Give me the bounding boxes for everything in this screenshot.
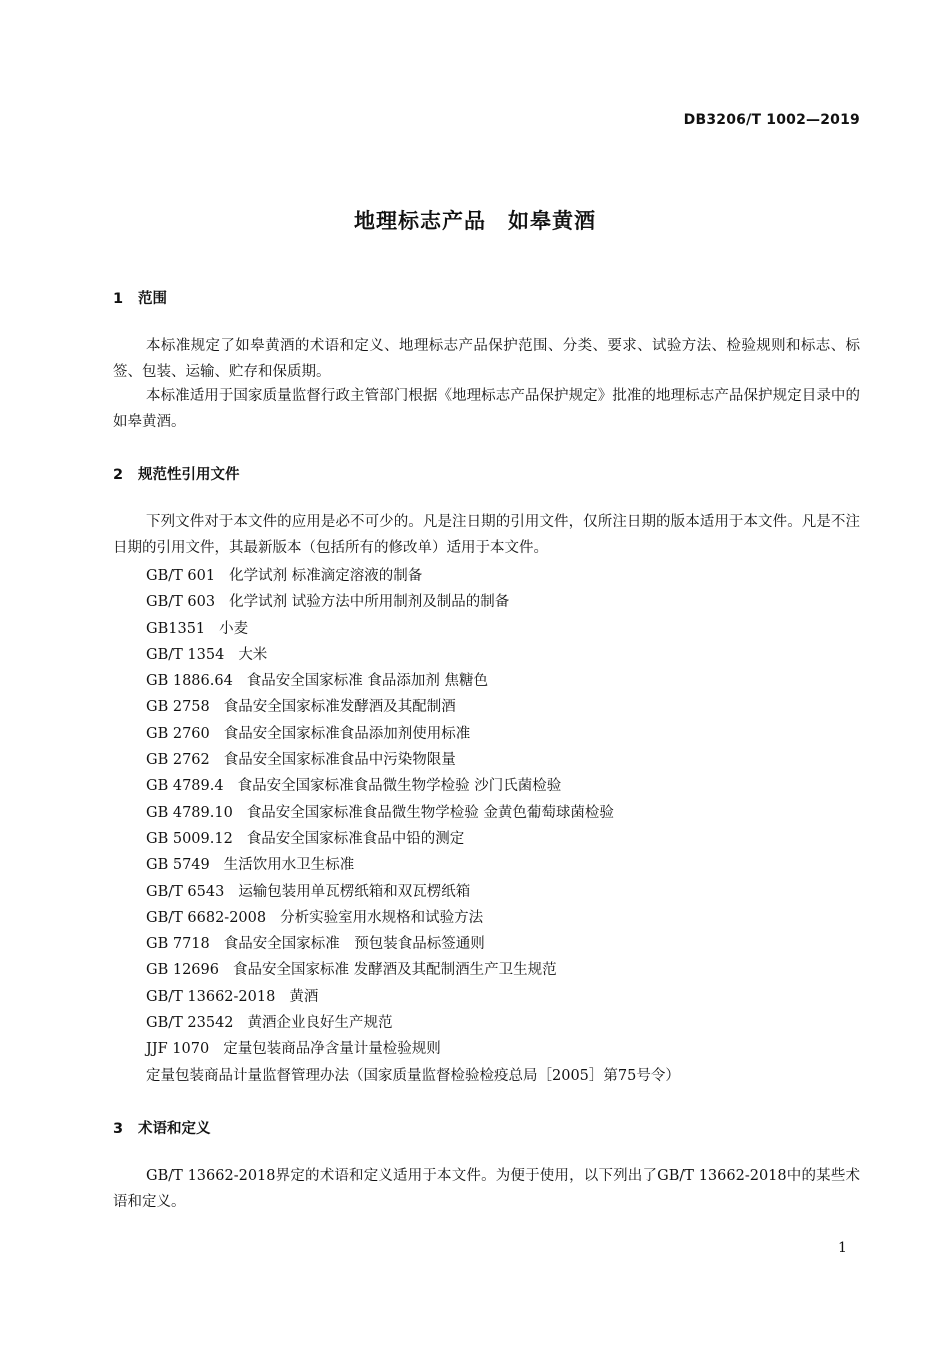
- reference-code: GB 2758: [146, 699, 210, 716]
- reference-title: 小麦: [219, 620, 249, 637]
- reference-code: GB 4789.10: [146, 804, 233, 821]
- reference-title: 分析实验室用水规格和试验方法: [280, 909, 484, 926]
- section-title: 范围: [138, 291, 167, 307]
- reference-code: GB 12696: [146, 962, 219, 979]
- reference-title: 黄酒: [289, 988, 319, 1005]
- reference-item: [146, 694, 860, 720]
- reference-title: 食品安全国家标准 预包装食品标签通则: [223, 936, 485, 953]
- reference-code: GB 2760: [146, 725, 210, 742]
- reference-code: GB 2762: [146, 752, 210, 769]
- section-title: 规范性引用文件: [138, 467, 240, 483]
- reference-item: [146, 721, 860, 747]
- reference-code: JJF 1070: [146, 1041, 210, 1058]
- reference-title: 运输包装用单瓦楞纸箱和双瓦楞纸箱: [238, 883, 471, 900]
- reference-item: [146, 747, 860, 773]
- reference-code: GB/T 601: [146, 568, 216, 584]
- reference-item: [146, 905, 860, 931]
- reference-code: GB 5749: [146, 857, 210, 874]
- reference-title: 生活饮用水卫生标准: [223, 857, 355, 874]
- normative-references-list: [146, 563, 860, 1089]
- reference-title: 食品安全国家标准发酵酒及其配制酒: [223, 699, 456, 716]
- reference-item: [146, 931, 860, 957]
- reference-code: GB/T 1354: [146, 646, 225, 663]
- reference-title: 定量包装商品计量监督管理办法（国家质量监督检验检疫总局［2005］第75号令）: [146, 1067, 680, 1084]
- section-3-paragraph-1: GB/T 13662-2018界定的术语和定义适用于本文件。为便于使用，以下列出了GB/T 13662-2018中的某些术语和定义。: [113, 1168, 860, 1210]
- reference-code: GB 1886.64: [146, 673, 233, 690]
- reference-code: GB 4789.4: [146, 778, 224, 795]
- reference-item: [146, 773, 860, 799]
- reference-title: 食品安全国家标准食品中铅的测定: [246, 830, 465, 847]
- reference-code: GB/T 603: [146, 594, 216, 611]
- section-1-heading: [113, 287, 167, 308]
- reference-code: GB/T 6682-2008: [146, 909, 267, 926]
- reference-title: 化学试剂 标准滴定溶液的制备: [229, 568, 423, 584]
- reference-title: 食品安全国家标准食品微生物学检验 沙门氏菌检验: [237, 778, 562, 795]
- reference-item: [146, 1036, 860, 1062]
- reference-title: 食品安全国家标准食品微生物学检验 金黄色葡萄球菌检验: [246, 804, 614, 821]
- reference-title: 化学试剂 试验方法中所用制剂及制品的制备: [229, 594, 510, 611]
- reference-title: 食品安全国家标准食品中污染物限量: [223, 752, 456, 769]
- standard-code: DB3206/T 1002—2019: [683, 112, 860, 128]
- section-number: 1: [113, 291, 124, 307]
- section-2-paragraph-1: 下列文件对于本文件的应用是必不可少的。凡是注日期的引用文件，仅所注日期的版本适用于本文件。凡是不注日期的引用文件，其最新版本（包括所有的修改单）适用于本文件。: [113, 514, 860, 556]
- reference-code: GB 5009.12: [146, 830, 233, 847]
- reference-item: [146, 1063, 860, 1089]
- reference-item: [146, 1010, 860, 1036]
- reference-code: GB 7718: [146, 936, 210, 953]
- section-1-paragraph-1: 本标准规定了如皋黄酒的术语和定义、地理标志产品保护范围、分类、要求、试验方法、检验规则和标志、标签、包装、运输、贮存和保质期。: [113, 338, 860, 380]
- section-1-paragraph-2: 本标准适用于国家质量监督行政主管部门根据《地理标志产品保护规定》批准的地理标志产品保护规定目录中的如皋黄酒。: [113, 388, 860, 430]
- reference-code: GB/T 13662-2018: [146, 988, 276, 1005]
- section-3-heading: [113, 1117, 211, 1138]
- document-title: 地理标志产品 如皋黄酒: [354, 209, 596, 233]
- reference-item: [146, 852, 860, 878]
- reference-code: GB1351: [146, 620, 206, 637]
- reference-code: GB/T 23542: [146, 1015, 234, 1032]
- reference-item: [146, 800, 860, 826]
- reference-code: GB/T 6543: [146, 883, 225, 900]
- reference-title: 定量包装商品净含量计量检验规则: [223, 1041, 441, 1058]
- reference-item: [146, 563, 860, 589]
- reference-title: 食品安全国家标准 发酵酒及其配制酒生产卫生规范: [232, 962, 557, 979]
- reference-item: [146, 616, 860, 642]
- reference-item: [146, 668, 860, 694]
- section-number: 3: [113, 1121, 124, 1137]
- reference-item: [146, 984, 860, 1010]
- reference-item: [146, 826, 860, 852]
- section-2-heading: [113, 463, 240, 484]
- reference-item: [146, 642, 860, 668]
- reference-item: [146, 589, 860, 615]
- section-number: 2: [113, 467, 124, 483]
- reference-title: 食品安全国家标准食品添加剂使用标准: [223, 725, 471, 742]
- reference-title: 黄酒企业良好生产规范: [247, 1015, 393, 1032]
- reference-title: 大米: [238, 646, 268, 663]
- reference-item: [146, 957, 860, 983]
- reference-title: 食品安全国家标准 食品添加剂 焦糖色: [246, 673, 489, 690]
- section-title: 术语和定义: [138, 1121, 211, 1137]
- page-number: 1: [838, 1240, 847, 1256]
- reference-item: [146, 879, 860, 905]
